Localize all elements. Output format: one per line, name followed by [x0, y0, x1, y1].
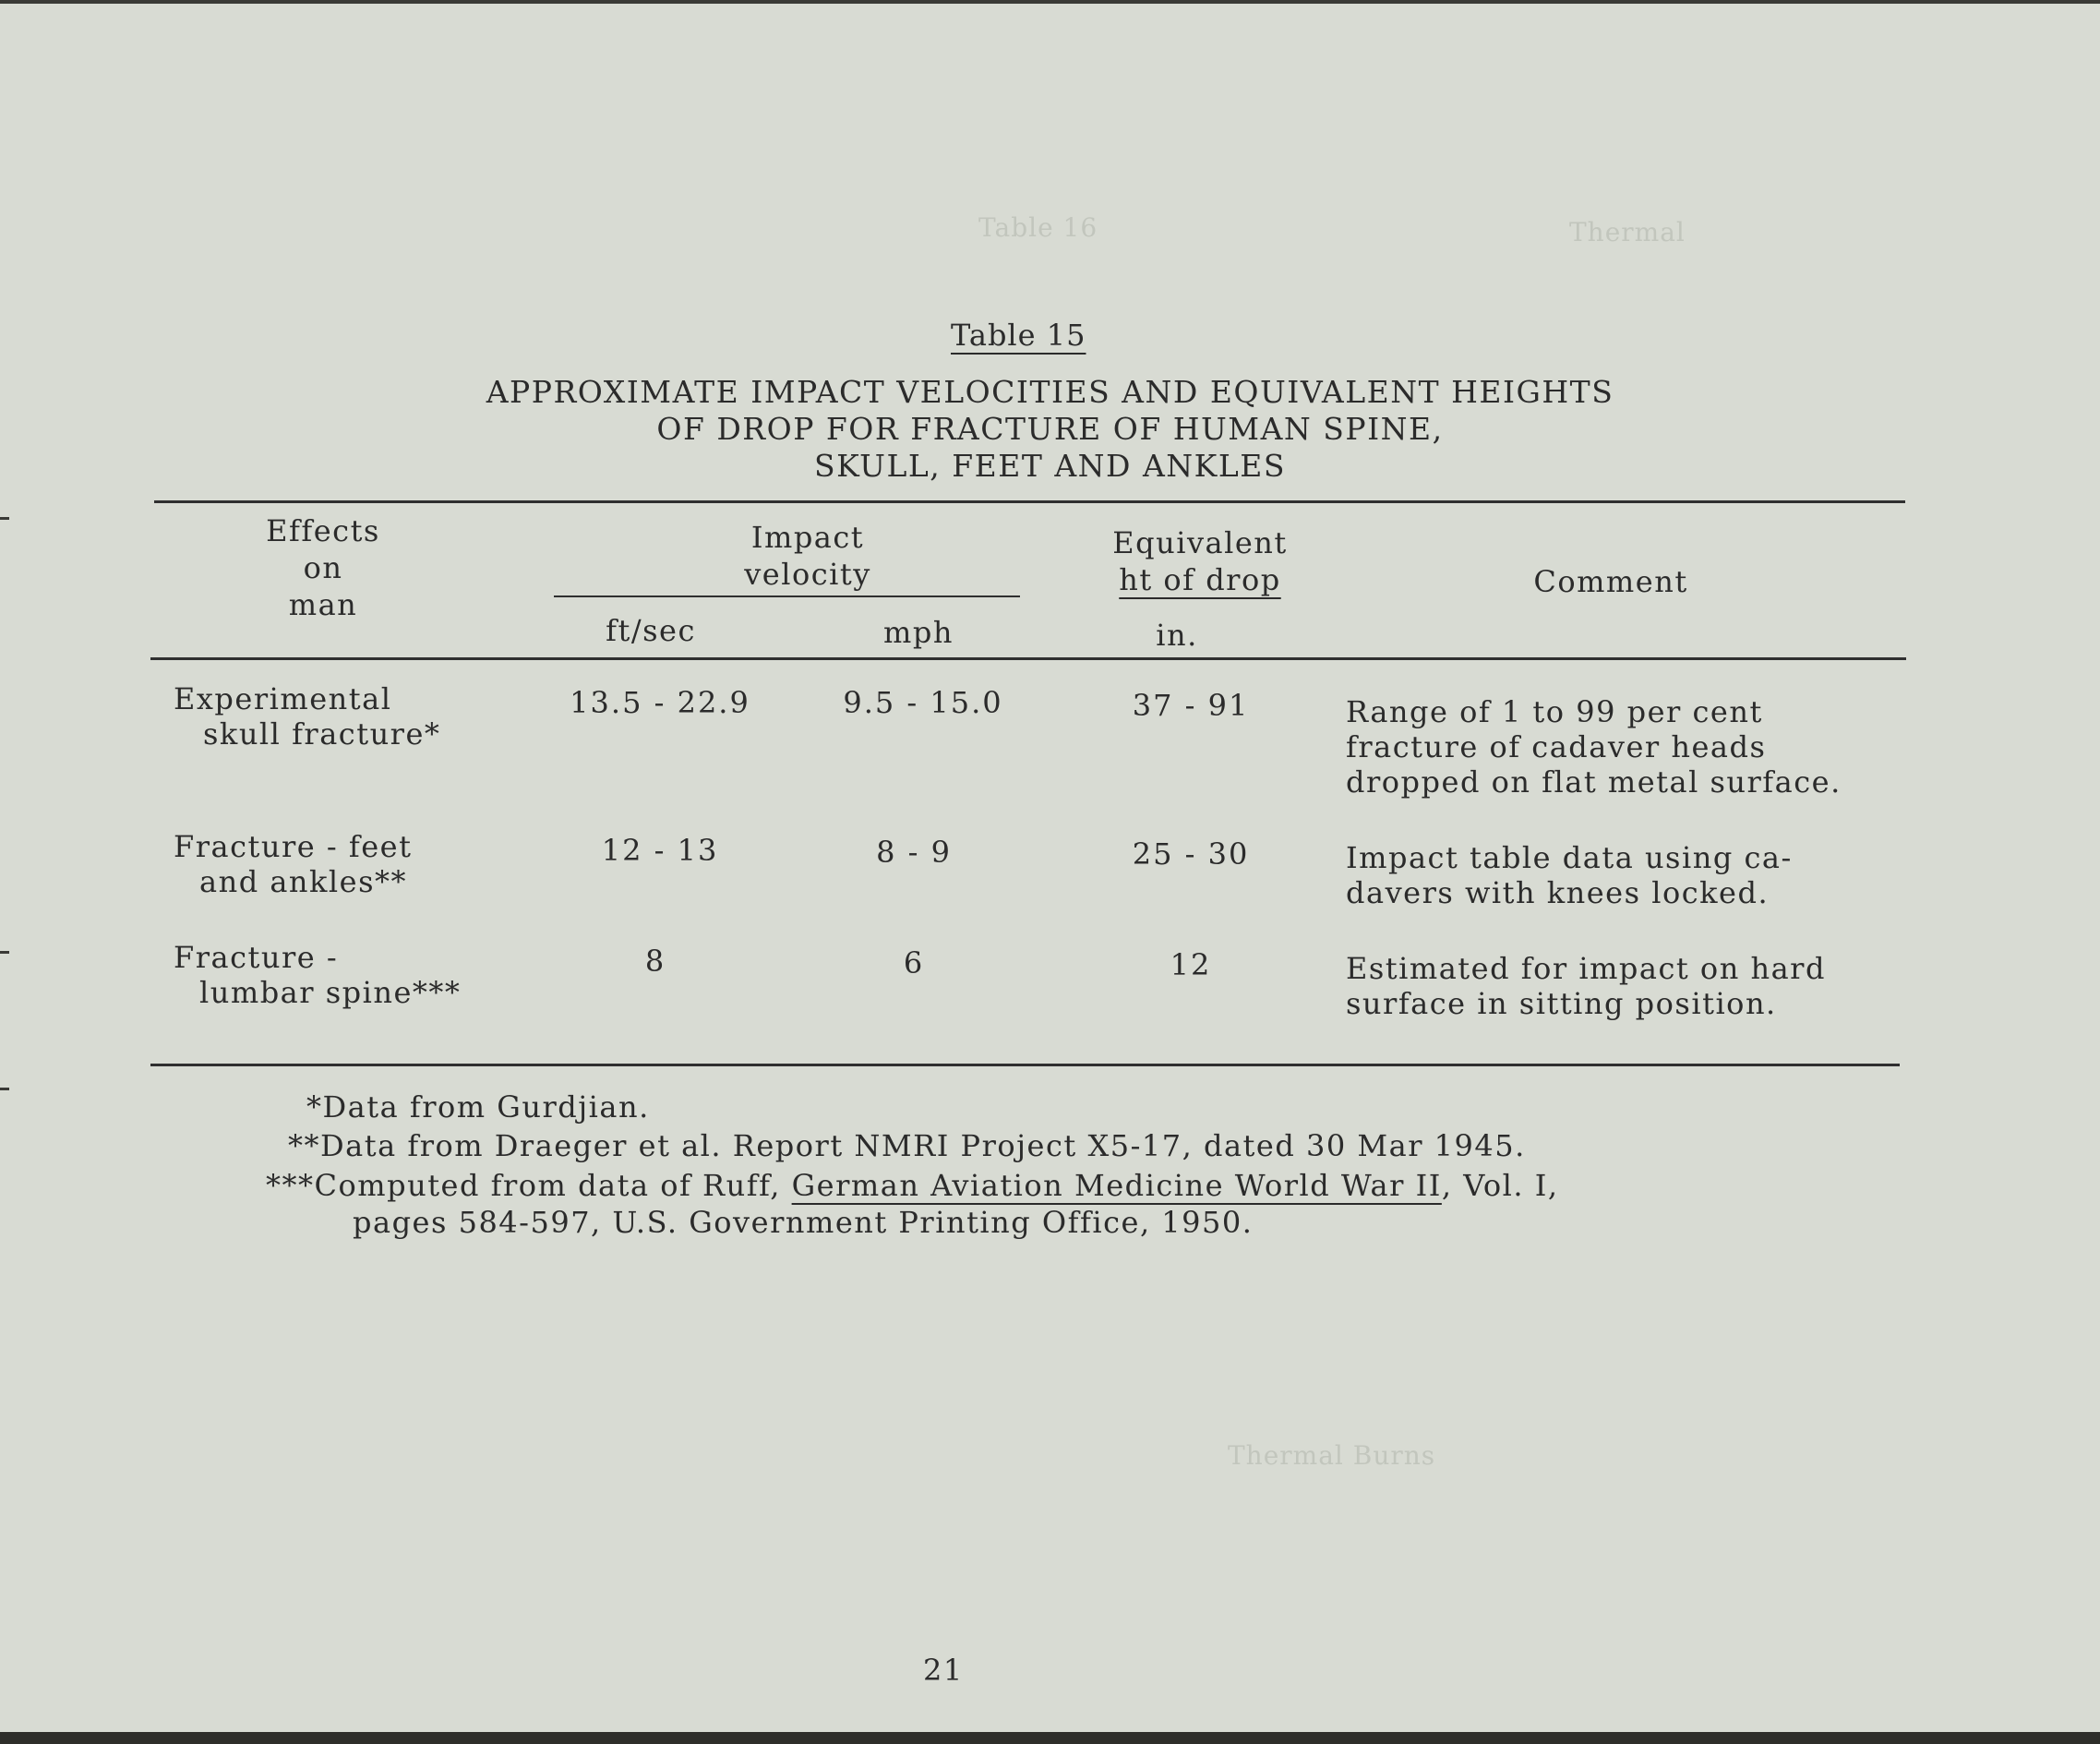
binding-mark [0, 517, 9, 520]
header-ht-of-drop [1062, 561, 1338, 598]
cell-inches: 12 [1170, 947, 1212, 982]
header-mph: mph [883, 615, 954, 650]
cell-comment [1346, 840, 1793, 910]
header-impact-velocity [646, 519, 969, 593]
cell-mph: 8 - 9 [876, 835, 952, 870]
header-impact-line: Impact [750, 520, 865, 555]
table-row-effect [174, 681, 440, 752]
table-title-line-2: OF DROP FOR FRACTURE OF HUMAN SPINE, [656, 411, 1444, 447]
cell-ft-sec: 8 [644, 944, 666, 979]
header-effects-line: man [288, 587, 358, 622]
table-row-effect [174, 940, 461, 1010]
footnote-3 [266, 1168, 1559, 1203]
bleed-through: Thermal [1569, 217, 1686, 247]
cell-ft-sec: 12 - 13 [601, 833, 719, 868]
table-caption: Table 15 [951, 318, 1086, 353]
header-inches: in. [1156, 618, 1198, 653]
binding-mark [0, 1088, 9, 1090]
binding-mark [0, 951, 9, 954]
cell-comment [1346, 951, 1826, 1021]
effect-line: Fracture - feet [174, 829, 413, 864]
bleed-through: Thermal Burns [1228, 1440, 1436, 1471]
cell-inches: 25 - 30 [1132, 836, 1250, 872]
page-top-edge [0, 0, 2100, 4]
footnote-3-line-2: pages 584-597, U.S. Government Printing Office, 1950. [353, 1205, 1254, 1240]
header-effects-line: on [303, 550, 343, 585]
header-rule [150, 657, 1906, 660]
effect-line: skull fracture* [203, 716, 441, 752]
footnote-1: *Data from Gurdjian. [306, 1089, 650, 1125]
table-title-line-3: SKULL, FEET AND ANKLES [814, 448, 1286, 484]
footnote-3-suffix: , Vol. I, [1441, 1168, 1559, 1203]
comment-line: Impact table data using ca- [1346, 840, 1793, 875]
bleed-through: Table 16 [978, 212, 1098, 243]
effect-line: and ankles** [199, 864, 408, 899]
footnote-2: **Data from Draeger et al. Report NMRI Project X5-17, dated 30 Mar 1945. [288, 1128, 1526, 1163]
comment-line: Estimated for impact on hard [1346, 951, 1826, 986]
header-effects-line: Effects [266, 513, 380, 548]
page-number: 21 [923, 1653, 964, 1688]
header-ft-sec: ft/sec [606, 613, 696, 648]
header-impact-line: velocity [744, 557, 871, 592]
effect-line: Experimental [174, 681, 392, 716]
top-rule [154, 500, 1905, 503]
cell-mph: 9.5 - 15.0 [843, 685, 1003, 720]
comment-line: davers with knees locked. [1346, 875, 1770, 910]
cell-mph: 6 [903, 945, 925, 980]
comment-line: dropped on flat metal surface. [1346, 764, 1842, 800]
comment-line: surface in sitting position. [1346, 986, 1777, 1021]
footnote-3-prefix: ***Computed from data of Ruff, [266, 1168, 792, 1203]
cell-comment [1346, 694, 1842, 800]
header-effects [231, 512, 415, 623]
cell-inches: 37 - 91 [1132, 688, 1250, 723]
effect-line: Fracture - [174, 940, 339, 975]
page-bottom-edge [0, 1732, 2100, 1744]
table-row-effect [174, 829, 412, 899]
comment-line: Range of 1 to 99 per cent [1346, 694, 1763, 729]
impact-velocity-underline [554, 595, 1020, 597]
bottom-rule [150, 1064, 1900, 1066]
footnote-3-title: German Aviation Medicine World War II [791, 1168, 1442, 1203]
header-ht-of-drop-text: ht of drop [1119, 562, 1281, 597]
cell-ft-sec: 13.5 - 22.9 [570, 685, 750, 720]
table-title-line-1: APPROXIMATE IMPACT VELOCITIES AND EQUIVALENT HEIGHTS [486, 374, 1614, 410]
comment-line: fracture of cadaver heads [1346, 729, 1767, 764]
header-comment: Comment [1533, 564, 1688, 599]
header-equivalent: Equivalent [1112, 525, 1288, 560]
effect-line: lumbar spine*** [199, 975, 462, 1010]
